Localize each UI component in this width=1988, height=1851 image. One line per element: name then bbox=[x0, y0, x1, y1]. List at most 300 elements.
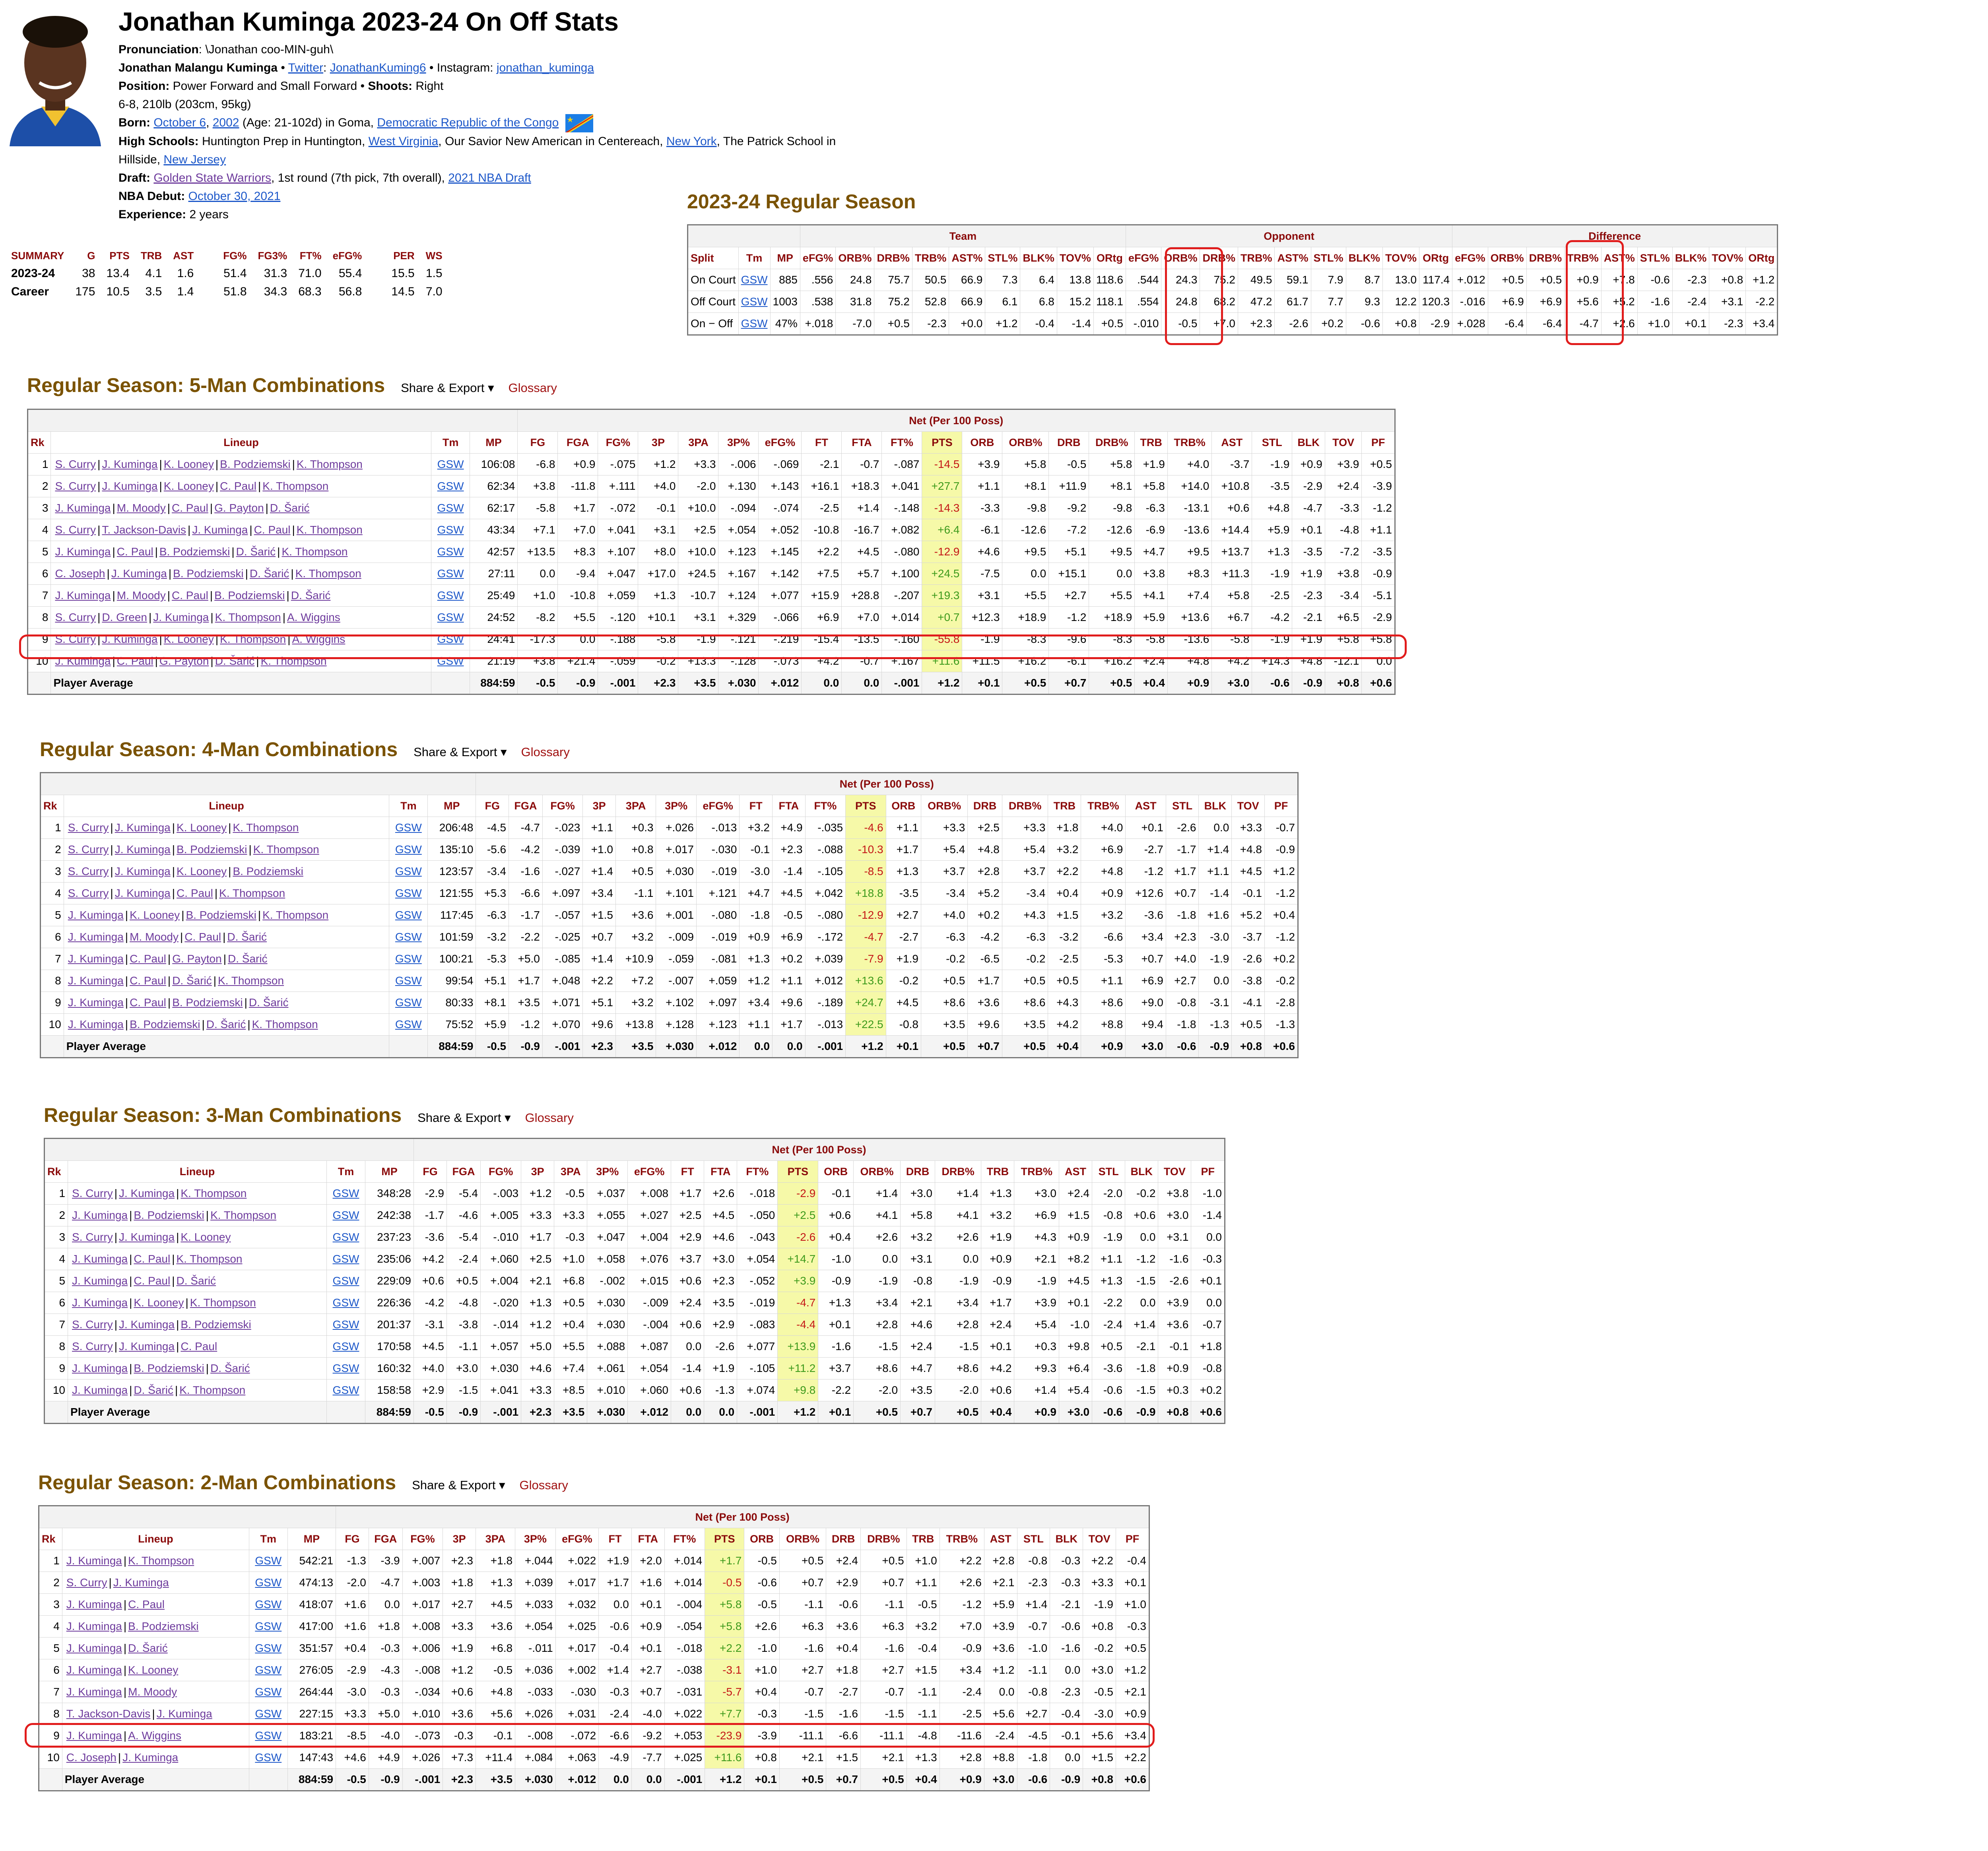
column-header[interactable]: Tm bbox=[249, 1528, 287, 1550]
column-header[interactable]: FTA bbox=[842, 432, 882, 454]
player-link[interactable]: J. Kuminga bbox=[55, 655, 111, 667]
column-header[interactable]: BLK% bbox=[1346, 247, 1383, 269]
player-link[interactable]: K. Thompson bbox=[295, 567, 361, 580]
player-link[interactable]: A. Wiggins bbox=[287, 611, 340, 623]
column-header[interactable]: ORB% bbox=[779, 1528, 826, 1550]
player-link[interactable]: S. Curry bbox=[72, 1231, 113, 1243]
team-link[interactable]: GSW bbox=[255, 1554, 282, 1567]
column-header[interactable]: TOV% bbox=[1709, 247, 1746, 269]
column-header[interactable]: ORtg bbox=[1746, 247, 1778, 269]
player-link[interactable]: J. Kuminga bbox=[55, 589, 111, 601]
player-link[interactable]: J. Kuminga bbox=[55, 545, 111, 558]
column-header[interactable]: Split bbox=[688, 247, 739, 269]
column-header[interactable]: BLK% bbox=[1672, 247, 1709, 269]
born-year-link[interactable]: 2002 bbox=[212, 116, 239, 129]
player-link[interactable]: K. Thompson bbox=[210, 1209, 277, 1221]
player-link[interactable]: B. Podziemski bbox=[173, 567, 244, 580]
column-header[interactable]: Tm bbox=[389, 795, 428, 817]
column-header[interactable]: PTS bbox=[705, 1528, 744, 1550]
player-link[interactable]: D. Šarić bbox=[128, 1642, 168, 1654]
player-link[interactable]: D. Šarić bbox=[176, 1275, 216, 1287]
player-link[interactable]: K. Thompson bbox=[218, 974, 284, 987]
column-header[interactable]: BLK bbox=[1292, 432, 1325, 454]
team-link[interactable]: GSW bbox=[437, 524, 464, 536]
team-link[interactable]: GSW bbox=[395, 974, 422, 987]
team-link[interactable]: GSW bbox=[255, 1729, 282, 1742]
team-link[interactable]: GSW bbox=[332, 1253, 359, 1265]
player-link[interactable]: K. Looney bbox=[134, 1296, 184, 1309]
born-date-link[interactable]: October 6 bbox=[153, 116, 206, 129]
column-header[interactable]: ORB% bbox=[1002, 432, 1049, 454]
column-header[interactable]: DRB% bbox=[1526, 247, 1565, 269]
player-link[interactable]: J. Kuminga bbox=[68, 909, 124, 921]
player-link[interactable]: C. Paul bbox=[220, 480, 256, 492]
team-link[interactable]: GSW bbox=[255, 1751, 282, 1764]
player-link[interactable]: J. Kuminga bbox=[113, 1576, 169, 1589]
draft-team-link[interactable]: Golden State Warriors bbox=[153, 171, 272, 185]
column-header[interactable]: ORB bbox=[962, 432, 1002, 454]
column-header[interactable]: TRB% bbox=[1014, 1161, 1059, 1183]
player-link[interactable]: K. Thompson bbox=[262, 909, 329, 921]
player-link[interactable]: D. Šarić bbox=[249, 567, 289, 580]
team-link[interactable]: GSW bbox=[332, 1209, 359, 1221]
column-header[interactable]: TRB% bbox=[1167, 432, 1211, 454]
player-link[interactable]: D. Šarić bbox=[227, 953, 268, 965]
column-header[interactable]: PF bbox=[1191, 1161, 1225, 1183]
player-link[interactable]: J. Kuminga bbox=[66, 1642, 122, 1654]
column-header[interactable]: eFG% bbox=[1452, 247, 1488, 269]
player-link[interactable]: B. Podziemski bbox=[128, 1620, 199, 1632]
player-link[interactable]: J. Kuminga bbox=[118, 1231, 175, 1243]
column-header[interactable]: ORtg bbox=[1419, 247, 1452, 269]
column-header[interactable]: DRB bbox=[1049, 432, 1089, 454]
column-header[interactable]: STL% bbox=[985, 247, 1020, 269]
player-link[interactable]: C. Paul bbox=[177, 887, 213, 899]
player-link[interactable]: C. Paul bbox=[184, 931, 221, 943]
team-link[interactable]: GSW bbox=[255, 1642, 282, 1654]
player-link[interactable]: S. Curry bbox=[55, 611, 96, 623]
player-link[interactable]: B. Podziemski bbox=[186, 909, 256, 921]
player-link[interactable]: J. Kuminga bbox=[115, 821, 171, 834]
column-header[interactable]: eFG% bbox=[628, 1161, 671, 1183]
team-link[interactable]: GSW bbox=[332, 1296, 359, 1309]
column-header[interactable]: TOV bbox=[1325, 432, 1362, 454]
column-header[interactable]: FG% bbox=[402, 1528, 443, 1550]
player-link[interactable]: S. Curry bbox=[68, 821, 109, 834]
player-link[interactable]: K. Thompson bbox=[252, 1018, 318, 1030]
team-link[interactable]: GSW bbox=[395, 1018, 422, 1030]
player-link[interactable]: S. Curry bbox=[68, 887, 109, 899]
player-link[interactable]: D. Šarić bbox=[206, 1018, 246, 1030]
column-header[interactable]: DRB% bbox=[1002, 795, 1048, 817]
column-header[interactable]: STL bbox=[1252, 432, 1292, 454]
column-header[interactable]: Rk bbox=[45, 1161, 68, 1183]
column-header[interactable]: MP bbox=[287, 1528, 336, 1550]
column-header[interactable]: TOV% bbox=[1057, 247, 1093, 269]
player-link[interactable]: C. Paul bbox=[254, 524, 291, 536]
column-header[interactable]: ORB% bbox=[836, 247, 874, 269]
column-header[interactable]: BLK% bbox=[1020, 247, 1057, 269]
player-link[interactable]: C. Paul bbox=[116, 545, 153, 558]
team-link[interactable]: GSW bbox=[395, 865, 422, 877]
glossary-link[interactable]: Glossary bbox=[521, 745, 570, 759]
column-header[interactable]: FT bbox=[599, 1528, 632, 1550]
player-link[interactable]: J. Kuminga bbox=[72, 1296, 128, 1309]
player-link[interactable]: J. Kuminga bbox=[66, 1686, 122, 1698]
team-link[interactable]: GSW bbox=[395, 821, 422, 834]
column-header[interactable]: FG bbox=[414, 1161, 447, 1183]
column-header[interactable]: FGA bbox=[369, 1528, 402, 1550]
column-header[interactable]: ORB% bbox=[1161, 247, 1200, 269]
player-link[interactable]: J. Kuminga bbox=[115, 843, 171, 856]
draft-year-link[interactable]: 2021 NBA Draft bbox=[448, 171, 531, 185]
player-link[interactable]: M. Moody bbox=[116, 502, 166, 514]
column-header[interactable]: TRB% bbox=[940, 1528, 984, 1550]
team-link[interactable]: GSW bbox=[332, 1187, 359, 1199]
player-link[interactable]: J. Kuminga bbox=[118, 1318, 175, 1331]
column-header[interactable]: 3P% bbox=[656, 795, 697, 817]
column-header[interactable]: MP bbox=[470, 432, 518, 454]
hs-state-link[interactable]: West Virginia bbox=[368, 135, 439, 148]
column-header[interactable]: Rk bbox=[41, 795, 64, 817]
column-header[interactable]: TRB bbox=[907, 1528, 940, 1550]
column-header[interactable]: FT bbox=[740, 795, 773, 817]
player-link[interactable]: D. Šarić bbox=[172, 974, 212, 987]
player-link[interactable]: D. Šarić bbox=[270, 502, 310, 514]
player-link[interactable]: J. Kuminga bbox=[102, 633, 158, 645]
column-header[interactable]: eFG% bbox=[759, 432, 802, 454]
column-header[interactable]: AST bbox=[984, 1528, 1017, 1550]
player-link[interactable]: G. Payton bbox=[159, 655, 209, 667]
column-header[interactable]: FG bbox=[476, 795, 509, 817]
player-link[interactable]: K. Looney bbox=[130, 909, 180, 921]
player-link[interactable]: J. Kuminga bbox=[156, 1707, 212, 1720]
column-header[interactable]: FT bbox=[671, 1161, 704, 1183]
column-header[interactable]: FGA bbox=[447, 1161, 480, 1183]
player-link[interactable]: S. Curry bbox=[72, 1318, 113, 1331]
column-header[interactable]: TRB bbox=[1048, 795, 1081, 817]
team-link[interactable]: GSW bbox=[332, 1384, 359, 1396]
player-link[interactable]: C. Paul bbox=[130, 974, 166, 987]
column-header[interactable]: TRB% bbox=[912, 247, 949, 269]
player-link[interactable]: J. Kuminga bbox=[118, 1340, 175, 1352]
player-link[interactable]: D. Šarić bbox=[236, 545, 276, 558]
column-header[interactable]: BLK bbox=[1050, 1528, 1083, 1550]
player-link[interactable]: B. Podziemski bbox=[134, 1209, 204, 1221]
column-header[interactable]: AST bbox=[1212, 432, 1252, 454]
player-link[interactable]: K. Thompson bbox=[296, 524, 363, 536]
column-header[interactable]: PF bbox=[1116, 1528, 1149, 1550]
column-header[interactable]: ORB bbox=[818, 1161, 854, 1183]
column-header[interactable]: 3P bbox=[583, 795, 616, 817]
player-link[interactable]: K. Looney bbox=[177, 821, 227, 834]
column-header[interactable]: FT% bbox=[664, 1528, 705, 1550]
player-link[interactable]: D. Green bbox=[102, 611, 148, 623]
share-export-button[interactable]: Share & Export ▾ bbox=[414, 745, 507, 759]
column-header[interactable]: STL bbox=[1017, 1528, 1050, 1550]
team-link[interactable]: GSW bbox=[332, 1340, 359, 1352]
team-link[interactable]: GSW bbox=[332, 1362, 359, 1374]
player-link[interactable]: J. Kuminga bbox=[102, 458, 158, 470]
column-header[interactable]: DRB% bbox=[1200, 247, 1238, 269]
player-link[interactable]: J. Kuminga bbox=[115, 865, 171, 877]
player-link[interactable]: K. Thompson bbox=[262, 480, 329, 492]
player-link[interactable]: J. Kuminga bbox=[55, 502, 111, 514]
player-link[interactable]: K. Looney bbox=[163, 480, 214, 492]
column-header[interactable]: TRB bbox=[1135, 432, 1168, 454]
player-link[interactable]: T. Jackson-Davis bbox=[102, 524, 186, 536]
player-link[interactable]: C. Paul bbox=[116, 655, 153, 667]
player-link[interactable]: J. Kuminga bbox=[72, 1275, 128, 1287]
column-header[interactable]: MP bbox=[770, 247, 800, 269]
player-link[interactable]: K. Thompson bbox=[179, 1384, 246, 1396]
player-link[interactable]: K. Thompson bbox=[128, 1554, 194, 1567]
column-header[interactable]: FG bbox=[518, 432, 558, 454]
column-header[interactable]: PF bbox=[1362, 432, 1395, 454]
player-link[interactable]: J. Kuminga bbox=[153, 611, 209, 623]
column-header[interactable]: DRB% bbox=[860, 1528, 907, 1550]
column-header[interactable]: FT bbox=[802, 432, 842, 454]
player-link[interactable]: J. Kuminga bbox=[66, 1598, 122, 1610]
share-export-button[interactable]: Share & Export ▾ bbox=[417, 1111, 511, 1125]
player-link[interactable]: S. Curry bbox=[72, 1340, 113, 1352]
column-header[interactable]: 3PA bbox=[678, 432, 718, 454]
column-header[interactable]: TRB% bbox=[1081, 795, 1126, 817]
share-export-button[interactable]: Share & Export ▾ bbox=[401, 381, 494, 395]
player-link[interactable]: K. Thompson bbox=[233, 821, 299, 834]
column-header[interactable]: AST% bbox=[1275, 247, 1311, 269]
player-link[interactable]: J. Kuminga bbox=[72, 1209, 128, 1221]
column-header[interactable]: Lineup bbox=[51, 432, 431, 454]
player-link[interactable]: D. Šarić bbox=[134, 1384, 173, 1396]
player-link[interactable]: S. Curry bbox=[55, 633, 96, 645]
column-header[interactable]: eFG% bbox=[1126, 247, 1161, 269]
glossary-link[interactable]: Glossary bbox=[519, 1478, 568, 1492]
column-header[interactable]: eFG% bbox=[696, 795, 739, 817]
player-link[interactable]: C. Paul bbox=[172, 502, 208, 514]
instagram-link[interactable]: jonathan_kuminga bbox=[496, 61, 594, 74]
column-header[interactable]: 3PA bbox=[476, 1528, 515, 1550]
column-header[interactable]: Lineup bbox=[64, 795, 389, 817]
column-header[interactable]: FTA bbox=[704, 1161, 737, 1183]
column-header[interactable]: Tm bbox=[326, 1161, 365, 1183]
column-header[interactable]: eFG% bbox=[800, 247, 836, 269]
column-header[interactable]: PF bbox=[1265, 795, 1298, 817]
player-link[interactable]: M. Moody bbox=[116, 589, 166, 601]
column-header[interactable]: 3P% bbox=[515, 1528, 556, 1550]
player-link[interactable]: C. Paul bbox=[128, 1598, 165, 1610]
column-header[interactable]: TRB% bbox=[1565, 247, 1602, 269]
column-header[interactable]: 3P bbox=[638, 432, 678, 454]
player-link[interactable]: G. Payton bbox=[172, 953, 222, 965]
column-header[interactable]: STL bbox=[1092, 1161, 1125, 1183]
team-link[interactable]: GSW bbox=[255, 1598, 282, 1610]
column-header[interactable]: FTA bbox=[631, 1528, 664, 1550]
column-header[interactable]: AST bbox=[1059, 1161, 1092, 1183]
player-link[interactable]: C. Paul bbox=[134, 1253, 171, 1265]
column-header[interactable]: PTS bbox=[846, 795, 886, 817]
team-link[interactable]: GSW bbox=[395, 887, 422, 899]
player-link[interactable]: K. Thompson bbox=[282, 545, 348, 558]
player-link[interactable]: J. Kuminga bbox=[72, 1253, 128, 1265]
player-link[interactable]: D. Šarić bbox=[248, 996, 289, 1009]
player-link[interactable]: K. Thompson bbox=[220, 633, 286, 645]
team-link[interactable]: GSW bbox=[332, 1231, 359, 1243]
column-header[interactable]: FT% bbox=[882, 432, 922, 454]
player-link[interactable]: D. Šarić bbox=[227, 931, 267, 943]
column-header[interactable]: Rk bbox=[28, 432, 51, 454]
player-link[interactable]: B. Podziemski bbox=[177, 843, 247, 856]
team-link[interactable]: GSW bbox=[437, 545, 464, 558]
team-link[interactable]: GSW bbox=[741, 295, 768, 308]
player-link[interactable]: J. Kuminga bbox=[68, 931, 124, 943]
player-link[interactable]: J. Kuminga bbox=[66, 1620, 122, 1632]
player-link[interactable]: B. Podziemski bbox=[130, 1018, 200, 1030]
player-link[interactable]: M. Moody bbox=[130, 931, 179, 943]
column-header[interactable]: TRB bbox=[981, 1161, 1014, 1183]
team-link[interactable]: GSW bbox=[332, 1275, 359, 1287]
player-link[interactable]: S. Curry bbox=[72, 1187, 113, 1199]
column-header[interactable]: ORtg bbox=[1093, 247, 1126, 269]
column-header[interactable]: AST% bbox=[1601, 247, 1637, 269]
column-header[interactable]: AST% bbox=[949, 247, 985, 269]
player-link[interactable]: K. Thompson bbox=[176, 1253, 243, 1265]
column-header[interactable]: ORB% bbox=[921, 795, 967, 817]
player-link[interactable]: T. Jackson-Davis bbox=[66, 1707, 151, 1720]
column-header[interactable]: BLK bbox=[1125, 1161, 1158, 1183]
team-link[interactable] bbox=[738, 313, 770, 335]
team-link[interactable]: GSW bbox=[395, 843, 422, 856]
hs-state-link[interactable]: New Jersey bbox=[163, 153, 226, 167]
column-header[interactable]: AST bbox=[1126, 795, 1166, 817]
team-link[interactable] bbox=[738, 291, 770, 313]
column-header[interactable]: 3P bbox=[443, 1528, 476, 1550]
player-link[interactable]: D. Šarić bbox=[215, 655, 255, 667]
player-link[interactable]: S. Curry bbox=[55, 458, 96, 470]
column-header[interactable]: TOV bbox=[1158, 1161, 1191, 1183]
column-header[interactable]: 3P% bbox=[718, 432, 759, 454]
column-header[interactable]: ORB% bbox=[854, 1161, 901, 1183]
team-link[interactable]: GSW bbox=[395, 953, 422, 965]
player-link[interactable]: J. Kuminga bbox=[66, 1554, 122, 1567]
team-link[interactable]: GSW bbox=[437, 480, 464, 492]
player-link[interactable]: J. Kuminga bbox=[102, 480, 158, 492]
column-header[interactable]: FG bbox=[336, 1528, 369, 1550]
column-header[interactable]: FT% bbox=[737, 1161, 778, 1183]
column-header[interactable]: 3PA bbox=[554, 1161, 587, 1183]
player-link[interactable]: S. Curry bbox=[55, 480, 96, 492]
column-header[interactable]: 3P bbox=[521, 1161, 554, 1183]
column-header[interactable]: DRB bbox=[826, 1528, 861, 1550]
team-link[interactable]: GSW bbox=[437, 633, 464, 645]
player-link[interactable]: K. Thompson bbox=[253, 843, 319, 856]
player-link[interactable]: C. Paul bbox=[134, 1275, 171, 1287]
column-header[interactable]: TOV bbox=[1083, 1528, 1116, 1550]
column-header[interactable]: ORB bbox=[886, 795, 921, 817]
column-header[interactable]: STL bbox=[1166, 795, 1199, 817]
team-link[interactable]: GSW bbox=[332, 1318, 359, 1331]
player-link[interactable]: K. Looney bbox=[163, 633, 214, 645]
column-header[interactable]: DRB bbox=[968, 795, 1002, 817]
hs-state-link[interactable]: New York bbox=[666, 135, 717, 148]
column-header[interactable]: STL% bbox=[1637, 247, 1672, 269]
player-link[interactable]: B. Podziemski bbox=[172, 996, 243, 1009]
player-link[interactable]: S. Curry bbox=[68, 843, 109, 856]
column-header[interactable]: Lineup bbox=[68, 1161, 327, 1183]
twitter-link[interactable]: Twitter bbox=[288, 61, 324, 74]
column-header[interactable]: DRB% bbox=[874, 247, 912, 269]
player-link[interactable]: J. Kuminga bbox=[68, 1018, 124, 1030]
player-link[interactable]: K. Looney bbox=[181, 1231, 231, 1243]
column-header[interactable]: FTA bbox=[772, 795, 805, 817]
player-link[interactable]: G. Payton bbox=[214, 502, 264, 514]
column-header[interactable]: DRB bbox=[901, 1161, 935, 1183]
column-header[interactable]: Tm bbox=[738, 247, 770, 269]
team-link[interactable]: GSW bbox=[741, 317, 768, 330]
column-header[interactable]: DRB% bbox=[935, 1161, 981, 1183]
column-header[interactable]: FG% bbox=[481, 1161, 521, 1183]
glossary-link[interactable]: Glossary bbox=[508, 381, 557, 395]
team-link[interactable]: GSW bbox=[741, 274, 768, 286]
team-link[interactable]: GSW bbox=[255, 1707, 282, 1720]
player-link[interactable]: A. Wiggins bbox=[292, 633, 346, 645]
column-header[interactable]: Tm bbox=[431, 432, 470, 454]
player-link[interactable]: J. Kuminga bbox=[68, 953, 124, 965]
column-header[interactable]: Lineup bbox=[62, 1528, 249, 1550]
team-link[interactable]: GSW bbox=[437, 655, 464, 667]
column-header[interactable]: STL% bbox=[1311, 247, 1346, 269]
team-link[interactable]: GSW bbox=[437, 589, 464, 601]
player-link[interactable]: J. Kuminga bbox=[192, 524, 248, 536]
player-link[interactable]: C. Paul bbox=[172, 589, 208, 601]
player-link[interactable]: C. Paul bbox=[181, 1340, 217, 1352]
team-link[interactable]: GSW bbox=[395, 996, 422, 1009]
column-header[interactable]: PTS bbox=[922, 432, 962, 454]
player-link[interactable]: J. Kuminga bbox=[66, 1664, 122, 1676]
team-link[interactable]: GSW bbox=[437, 458, 464, 470]
player-link[interactable]: K. Thompson bbox=[215, 611, 281, 623]
born-country-link[interactable]: Democratic Republic of the Congo bbox=[377, 116, 559, 129]
team-link[interactable]: GSW bbox=[437, 502, 464, 514]
player-link[interactable]: K. Looney bbox=[128, 1664, 179, 1676]
column-header[interactable]: TOV% bbox=[1383, 247, 1419, 269]
column-header[interactable]: FG% bbox=[598, 432, 638, 454]
player-link[interactable]: B. Podziemski bbox=[233, 865, 303, 877]
column-header[interactable]: Rk bbox=[39, 1528, 62, 1550]
team-link[interactable]: GSW bbox=[395, 931, 422, 943]
player-link[interactable]: S. Curry bbox=[55, 524, 96, 536]
player-link[interactable]: K. Thompson bbox=[190, 1296, 256, 1309]
player-link[interactable]: J. Kuminga bbox=[115, 887, 171, 899]
player-link[interactable]: C. Paul bbox=[130, 996, 166, 1009]
team-link[interactable]: GSW bbox=[437, 611, 464, 623]
team-link[interactable]: GSW bbox=[255, 1576, 282, 1589]
column-header[interactable]: 3PA bbox=[615, 795, 656, 817]
team-link[interactable]: GSW bbox=[255, 1686, 282, 1698]
player-link[interactable]: A. Wiggins bbox=[128, 1729, 181, 1742]
player-link[interactable]: K. Thompson bbox=[219, 887, 285, 899]
team-link[interactable]: GSW bbox=[255, 1664, 282, 1676]
player-link[interactable]: J. Kuminga bbox=[68, 974, 124, 987]
team-link[interactable]: GSW bbox=[437, 567, 464, 580]
team-link[interactable]: GSW bbox=[395, 909, 422, 921]
player-link[interactable]: J. Kuminga bbox=[66, 1729, 122, 1742]
column-header[interactable]: PTS bbox=[778, 1161, 818, 1183]
player-link[interactable]: J. Kuminga bbox=[122, 1751, 179, 1764]
player-link[interactable]: K. Thompson bbox=[260, 655, 327, 667]
player-link[interactable]: K. Thompson bbox=[296, 458, 363, 470]
column-header[interactable]: FGA bbox=[558, 432, 598, 454]
